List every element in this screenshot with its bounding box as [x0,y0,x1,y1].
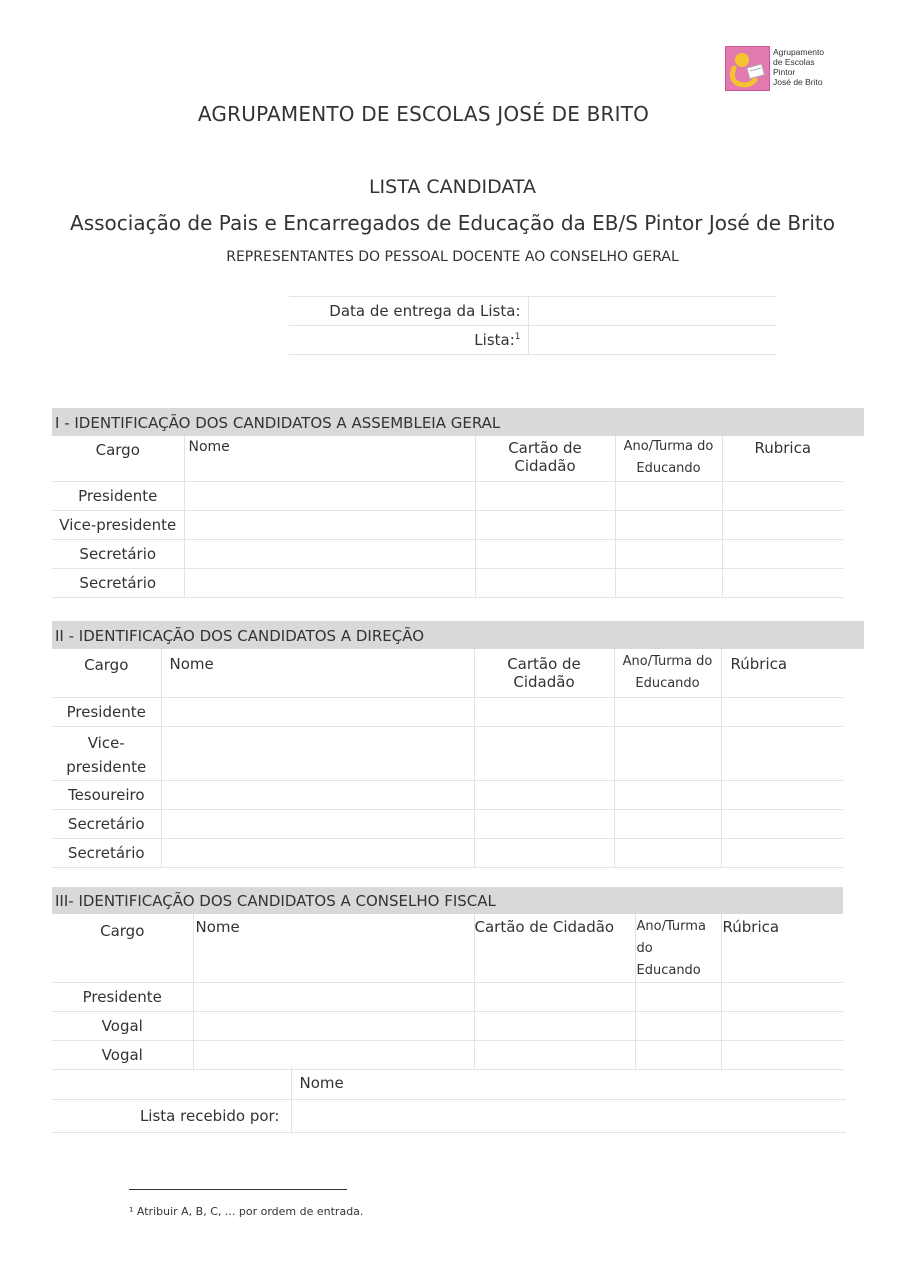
delivery-table [289,296,776,355]
col-rubrica-header: Rúbrica [721,649,843,697]
col-rubrica-header: Rúbrica [721,914,843,983]
nome-field[interactable] [161,726,474,780]
rubrica-field[interactable] [721,697,843,726]
cargo-cell: Secretário [52,838,161,867]
cc-field[interactable] [474,697,614,726]
rubrica-field[interactable] [721,983,843,1012]
cargo-cell: Tesoureiro [52,780,161,809]
nome-field[interactable] [161,838,474,867]
delivery-date-label: Data de entrega da Lista: [289,297,528,326]
receipt-table [52,1066,846,1133]
col-cc-header: Cartão de Cidadão [474,914,635,983]
nome-field[interactable] [184,568,475,597]
col-cargo-header: Cargo [52,436,184,481]
rubrica-field[interactable] [722,481,843,510]
col-cargo-header: Cargo [52,649,161,697]
ano-field[interactable] [614,726,721,780]
col-cc-header: Cartão de Cidadão [474,649,614,697]
table-row [52,780,843,809]
cargo-cell: Vice-presidente [52,510,184,539]
cargo-cell: Vice-presidente [52,726,161,780]
logo-mark-icon [725,46,770,91]
nome-field[interactable] [161,780,474,809]
section-3-header-row [52,914,843,983]
ano-field[interactable] [615,510,722,539]
nome-field[interactable] [193,983,474,1012]
table-row [52,539,843,568]
section-3-header: III- IDENTIFICAÇÃO DOS CANDIDATOS A CONSELHO FISCAL [52,887,843,914]
footnote-text: ¹ Atribuir A, B, C, ... por ordem de entrada. [129,1205,364,1218]
nome-field[interactable] [193,1012,474,1041]
table-row [52,697,843,726]
cargo-cell: Vogal [52,1012,193,1041]
col-nome-header: Nome [184,436,475,481]
ano-field[interactable] [615,481,722,510]
logo-text: Agrupamento de Escolas Pintor José de Brito [773,47,825,87]
col-cc-header: Cartão de Cidadão [475,436,615,481]
table-row [52,568,843,597]
received-by-field[interactable] [291,1099,846,1132]
ano-field[interactable] [635,983,721,1012]
cc-field[interactable] [475,481,615,510]
cc-field[interactable] [475,510,615,539]
cargo-cell: Secretário [52,539,184,568]
rubrica-field[interactable] [721,809,843,838]
list-label: Lista: [474,331,515,349]
rubrica-field[interactable] [722,539,843,568]
cc-field[interactable] [475,539,615,568]
section-3-table [52,914,843,1070]
col-nome-header: Nome [193,914,474,983]
rubrica-field[interactable] [721,726,843,780]
document-title: LISTA CANDIDATA [368,176,537,198]
ano-field[interactable] [615,568,722,597]
receipt-name-label: Nome [291,1066,846,1099]
cc-field[interactable] [474,780,614,809]
document-subheading: REPRESENTANTES DO PESSOAL DOCENTE AO CONSELHO GERAL [226,249,679,265]
col-nome-header: Nome [161,649,474,697]
col-rubrica-header: Rubrica [722,436,843,481]
list-row [289,326,776,355]
section-1-table [52,436,843,598]
cargo-cell: Presidente [52,481,184,510]
ano-field[interactable] [614,838,721,867]
table-row [52,481,843,510]
section-1-header-row [52,436,843,481]
section-2-header-row [52,649,843,697]
cargo-cell: Secretário [52,568,184,597]
cc-field[interactable] [474,726,614,780]
table-row [52,1012,843,1041]
table-row [52,726,843,780]
list-label-cell [289,326,528,355]
cc-field[interactable] [474,1012,635,1041]
section-2-table [52,649,843,868]
ano-field[interactable] [614,697,721,726]
cargo-cell: Vogal [52,1041,193,1070]
section-2-header: II - IDENTIFICAÇÃO DOS CANDIDATOS A DIREÇÃO [52,621,864,649]
cargo-cell: Presidente [52,697,161,726]
cargo-cell: Presidente [52,983,193,1012]
table-row [52,809,843,838]
cc-field[interactable] [474,809,614,838]
col-ano-header: Ano/Turma do Educando [635,914,721,983]
rubrica-field[interactable] [722,510,843,539]
ano-field[interactable] [635,1012,721,1041]
table-row [52,510,843,539]
received-by-label: Lista recebido por: [52,1099,291,1132]
cc-field[interactable] [475,568,615,597]
school-logo [725,46,837,92]
col-ano-header: Ano/Turma do Educando [614,649,721,697]
table-row [52,838,843,867]
nome-field[interactable] [161,697,474,726]
cc-field[interactable] [474,983,635,1012]
rubrica-field[interactable] [721,780,843,809]
list-field[interactable] [528,326,776,355]
delivery-date-field[interactable] [528,297,776,326]
rubrica-field[interactable] [721,1012,843,1041]
col-ano-header: Ano/Turma do Educando [615,436,722,481]
cc-field[interactable] [474,838,614,867]
ano-field[interactable] [614,809,721,838]
ano-field[interactable] [615,539,722,568]
receipt-spacer [52,1066,291,1099]
footnote-ref: 1 [514,332,521,342]
receipt-received-row [52,1099,846,1132]
nome-field[interactable] [184,539,475,568]
rubrica-field[interactable] [722,568,843,597]
receipt-name-row [52,1066,846,1099]
col-cargo-header: Cargo [52,914,193,983]
nome-field[interactable] [161,809,474,838]
delivery-date-row [289,297,776,326]
nome-field[interactable] [184,510,475,539]
footnote-divider [129,1189,347,1190]
ano-field[interactable] [614,780,721,809]
nome-field[interactable] [184,481,475,510]
school-name: AGRUPAMENTO DE ESCOLAS JOSÉ DE BRITO [197,102,650,126]
rubrica-field[interactable] [721,838,843,867]
document-subtitle: Associação de Pais e Encarregados de Educação da EB/S Pintor José de Brito [70,211,835,235]
table-row [52,983,843,1012]
cargo-cell: Secretário [52,809,161,838]
section-1-header: I - IDENTIFICAÇÃO DOS CANDIDATOS A ASSEMBLEIA GERAL [52,408,864,436]
